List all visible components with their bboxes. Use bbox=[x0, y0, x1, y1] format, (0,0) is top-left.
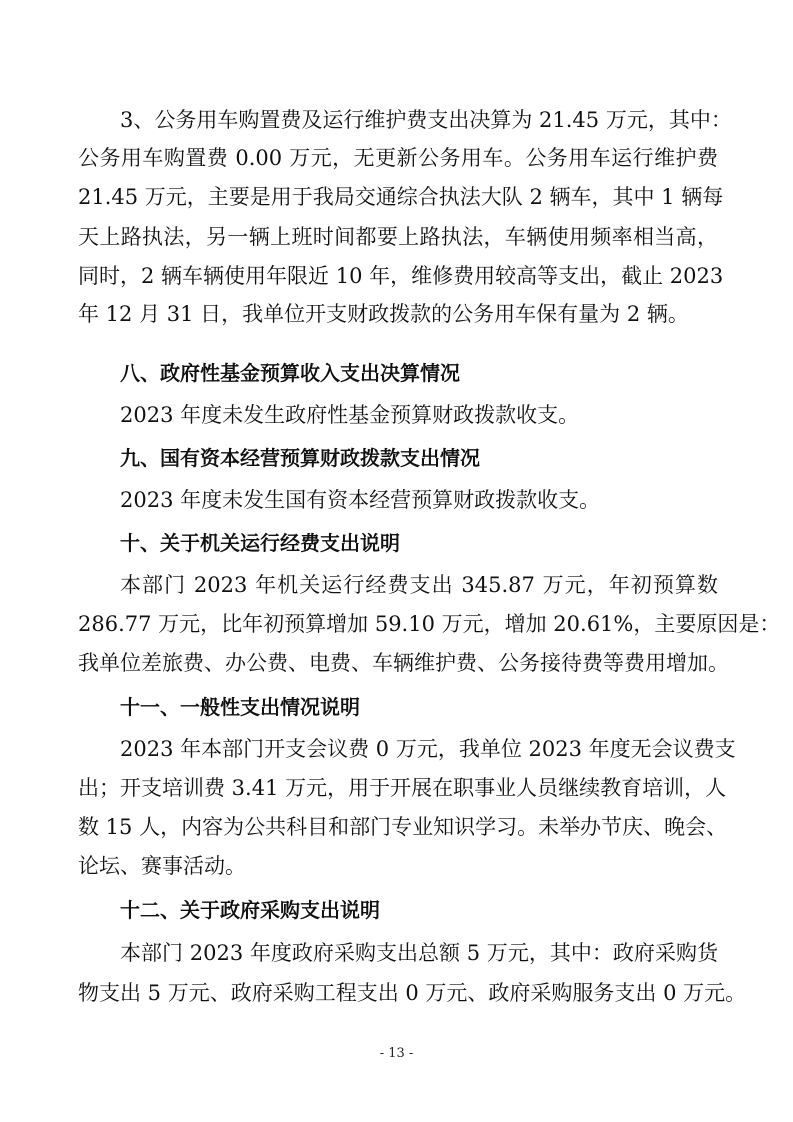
page-number: - 13 - bbox=[379, 1046, 414, 1061]
section-heading: 十、关于机关运行经费支出说明 bbox=[120, 531, 400, 555]
paragraph-line: 同时，2 辆车辆使用年限近 10 年，维修费用较高等支出，截止 2023 bbox=[78, 264, 724, 288]
paragraph-line: 出；开支培训费 3.41 万元，用于开展在职事业人员继续教育培训，人 bbox=[78, 776, 727, 800]
paragraph-line: 本部门 2023 年度政府采购支出总额 5 万元，其中：政府采购货 bbox=[120, 941, 718, 965]
paragraph-line: 286.77 万元，比年初预算增加 59.10 万元，增加 20.61%，主要原因是： bbox=[78, 612, 781, 636]
paragraph-line: 2023 年度未发生政府性基金预算财政拨款收支。 bbox=[120, 403, 580, 427]
paragraph-line: 2023 年度未发生国有资本经营预算财政拨款收支。 bbox=[120, 488, 601, 512]
paragraph-line: 2023 年本部门开支会议费 0 万元，我单位 2023 年度无会议费支 bbox=[120, 737, 736, 761]
paragraph-line: 公务用车购置费 0.00 万元，无更新公务用车。公务用车运行维护费 bbox=[78, 146, 718, 170]
section-heading: 十一、一般性支出情况说明 bbox=[120, 695, 360, 719]
section-heading: 九、国有资本经营预算财政拨款支出情况 bbox=[120, 446, 480, 470]
paragraph-line: 3、公务用车购置费及运行维护费支出决算为 21.45 万元，其中： bbox=[120, 108, 732, 132]
paragraph-line: 我单位差旅费、办公费、电费、车辆维护费、公务接待费等费用增加。 bbox=[78, 651, 729, 675]
section-heading: 八、政府性基金预算收入支出决算情况 bbox=[120, 361, 460, 385]
paragraph-line: 数 15 人，内容为公共科目和部门专业知识学习。未举办节庆、晚会、 bbox=[78, 815, 728, 839]
paragraph-line: 年 12 月 31 日，我单位开支财政拨款的公务用车保有量为 2 辆。 bbox=[78, 302, 689, 326]
paragraph-line: 物支出 5 万元、政府采购工程支出 0 万元、政府采购服务支出 0 万元。 bbox=[78, 981, 747, 1005]
paragraph-line: 21.45 万元，主要是用于我局交通综合执法大队 2 辆车，其中 1 辆每 bbox=[78, 185, 724, 209]
paragraph-line: 论坛、赛事活动。 bbox=[78, 854, 246, 878]
section-heading: 十二、关于政府采购支出说明 bbox=[120, 898, 380, 922]
paragraph-line: 天上路执法，另一辆上班时间都要上路执法，车辆使用频率相当高， bbox=[78, 225, 718, 249]
paragraph-line: 本部门 2023 年机关运行经费支出 345.87 万元，年初预算数 bbox=[120, 573, 718, 597]
